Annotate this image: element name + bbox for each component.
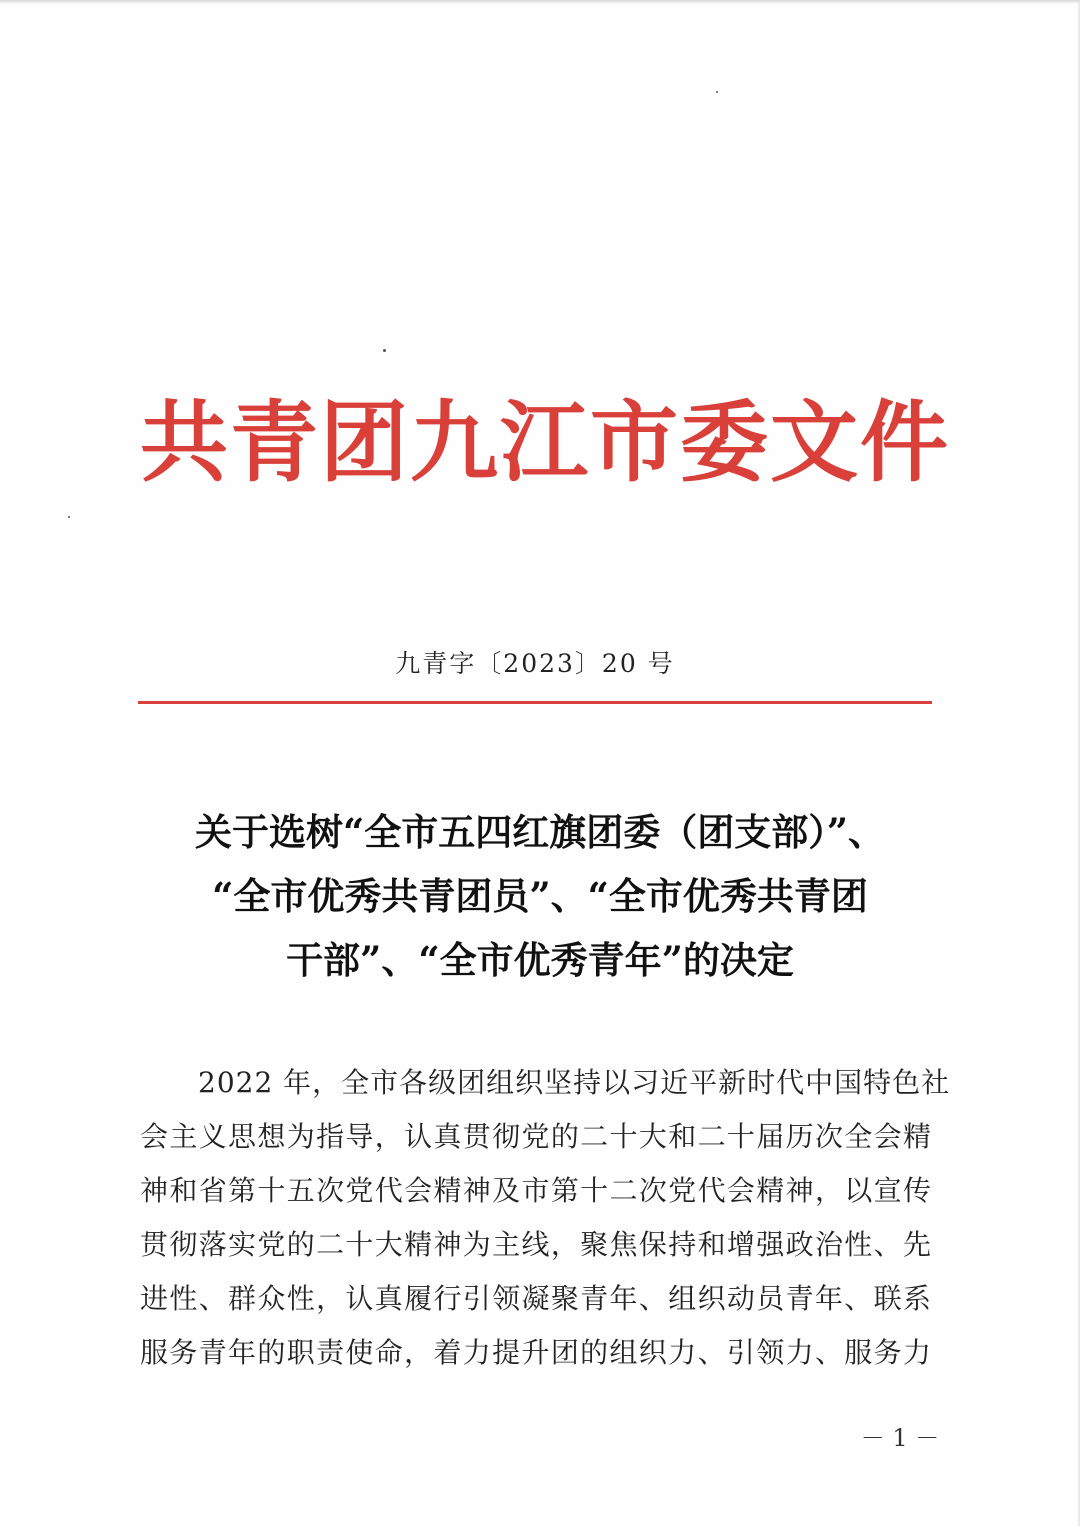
body-line: 进性、群众性，认真履行引领凝聚青年、组织动员青年、联系 <box>140 1282 932 1315</box>
scan-speck <box>68 516 70 518</box>
scan-speck <box>383 349 386 352</box>
scan-speck <box>716 91 718 93</box>
body-line: 2022 年，全市各级团组织坚持以习近平新时代中国特色社 <box>198 1066 951 1099</box>
title-line: “全市优秀共青团员”、“全市优秀共青团 <box>212 874 868 918</box>
body-line: 服务青年的职责使命，着力提升团的组织力、引领力、服务力 <box>140 1336 932 1369</box>
title-line: 关于选树“全市五四红旗团委（团支部）”、 <box>194 810 886 854</box>
body-line: 贯彻落实党的二十大精神为主线，聚焦保持和增强政治性、先 <box>140 1228 932 1261</box>
red-divider-line <box>138 701 932 704</box>
document-title <box>130 800 950 992</box>
document-number: 九青字〔2023〕20 号 <box>395 649 675 678</box>
scan-edge-top <box>0 0 1080 4</box>
body-line: 神和省第十五次党代会精神及市第十二次党代会精神，以宣传 <box>140 1174 932 1207</box>
title-line: 干部”、“全市优秀青年”的决定 <box>286 938 794 982</box>
page-number: － 1 － <box>860 1424 940 1452</box>
document-body <box>140 1056 951 1380</box>
document-masthead: 共青团九江市委文件 <box>140 390 951 494</box>
body-line: 会主义思想为指导，认真贯彻党的二十大和二十届历次全会精 <box>140 1120 932 1153</box>
